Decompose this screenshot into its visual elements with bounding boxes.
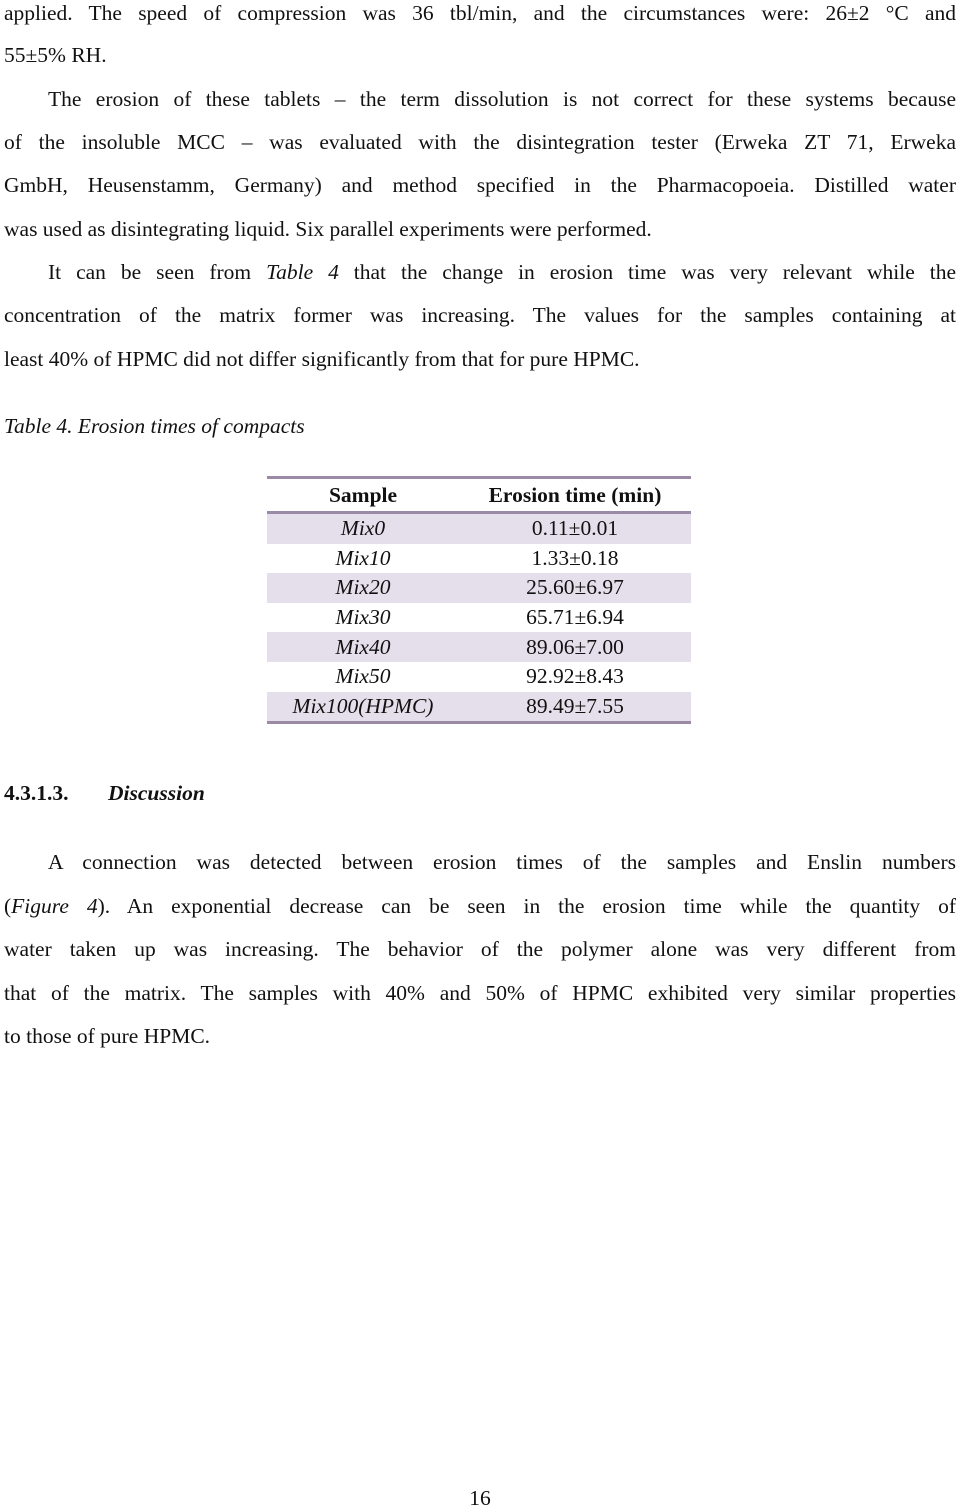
section-heading bbox=[4, 781, 205, 806]
page-number: 16 bbox=[469, 1486, 491, 1510]
sample-cell: Mix0 bbox=[267, 513, 459, 544]
paragraph-line: (Figure 4). An exponential decrease can be seen in the erosion time while the quantity of bbox=[4, 894, 956, 918]
table-row bbox=[267, 632, 691, 662]
sample-cell: Mix40 bbox=[267, 632, 459, 662]
paragraph-line: A connection was detected between erosion times of the samples and Enslin numbers bbox=[48, 850, 956, 874]
table-row bbox=[267, 544, 691, 574]
figure-reference: Figure 4 bbox=[11, 894, 98, 918]
sample-cell: Mix20 bbox=[267, 573, 459, 603]
erosion-time-cell: 65.71±6.94 bbox=[526, 605, 624, 630]
erosion-time-cell: 89.06±7.00 bbox=[459, 632, 691, 662]
paragraph-line: that of the matrix. The samples with 40% and 50% of HPMC exhibited very similar properties bbox=[4, 981, 956, 1005]
section-title: Discussion bbox=[108, 781, 205, 805]
table-row bbox=[267, 513, 691, 544]
column-header-erosion-time: Erosion time (min) bbox=[459, 478, 691, 513]
erosion-time-cell: 1.33±0.18 bbox=[531, 545, 619, 570]
sample-cell: Mix50 bbox=[335, 664, 391, 689]
erosion-times-table bbox=[267, 476, 691, 724]
table-reference: Table 4 bbox=[266, 260, 339, 284]
paragraph-line: was used as disintegrating liquid. Six parallel experiments were performed. bbox=[4, 217, 652, 241]
paragraph-line: to those of pure HPMC. bbox=[4, 1024, 211, 1048]
paragraph-line: of the insoluble MCC – was evaluated with the disintegration tester (Erweka ZT 71, Erweka bbox=[4, 130, 956, 154]
table-row bbox=[267, 692, 691, 723]
section-number: 4.3.1.3. bbox=[4, 781, 69, 805]
paragraph-line: 55±5% RH. bbox=[4, 43, 107, 67]
paragraph-line: concentration of the matrix former was increasing. The values for the samples containing at bbox=[4, 303, 956, 327]
table-header-row bbox=[267, 478, 691, 513]
erosion-time-cell: 25.60±6.97 bbox=[459, 573, 691, 603]
sample-cell: Mix10 bbox=[335, 545, 391, 570]
paragraph-line: It can be seen from Table 4 that the change in erosion time was very relevant while the bbox=[48, 260, 956, 284]
table-row bbox=[267, 662, 691, 692]
paragraph-line: water taken up was increasing. The behavior of the polymer alone was very different from bbox=[4, 937, 956, 961]
sample-cell: Mix100(HPMC) bbox=[267, 692, 459, 723]
erosion-time-cell: 0.11±0.01 bbox=[459, 513, 691, 544]
sample-cell: Mix30 bbox=[335, 605, 391, 630]
column-header-sample: Sample bbox=[267, 478, 459, 513]
paragraph-line: GmbH, Heusenstamm, Germany) and method specified in the Pharmacopoeia. Distilled water bbox=[4, 173, 956, 197]
paragraph-line: least 40% of HPMC did not differ significantly from that for pure HPMC. bbox=[4, 347, 640, 371]
table-caption: Table 4. Erosion times of compacts bbox=[4, 414, 305, 438]
paragraph-line: The erosion of these tablets – the term dissolution is not correct for these systems because bbox=[48, 87, 956, 111]
table-row bbox=[267, 573, 691, 603]
erosion-time-cell: 89.49±7.55 bbox=[459, 692, 691, 723]
paragraph-line: applied. The speed of compression was 36 tbl/min, and the circumstances were: 26±2 °C and bbox=[4, 1, 956, 25]
table-row bbox=[267, 603, 691, 633]
erosion-time-cell: 92.92±8.43 bbox=[526, 664, 624, 689]
